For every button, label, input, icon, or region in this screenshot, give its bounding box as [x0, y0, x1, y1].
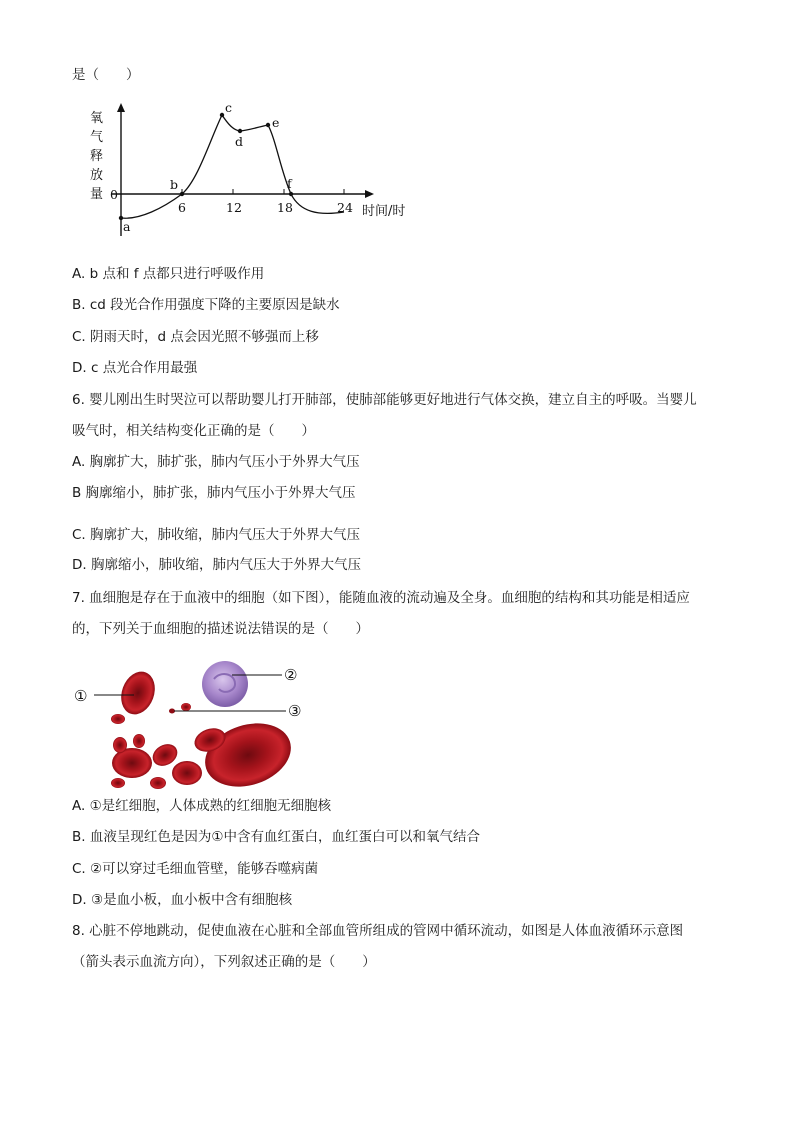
point-c: [220, 113, 224, 117]
zero-label: 0: [110, 187, 118, 202]
point-label-d: d: [235, 134, 244, 149]
figure-label-1: ①: [74, 687, 88, 705]
red-blood-cell: [181, 703, 191, 711]
point-label-f: f: [287, 176, 292, 191]
white-blood-cell: [202, 661, 248, 707]
x-tick-label: 18: [277, 200, 293, 215]
y-label-char: 量: [90, 187, 104, 202]
oxygen-release-chart: [78, 100, 418, 240]
x-axis-arrow: [365, 190, 374, 198]
red-blood-cell: [115, 667, 160, 719]
point-f: [289, 192, 293, 196]
y-axis-arrow: [117, 103, 125, 112]
q6-stem-line2: 吸气时，相关结构变化正确的是（ ）: [72, 423, 315, 439]
red-blood-cell: [133, 734, 145, 748]
red-blood-cell: [150, 777, 166, 789]
x-tick-label: 24: [337, 200, 353, 215]
y-label-char: 气: [90, 130, 104, 145]
q6-option-a: A. 胸廓扩大，肺扩张，肺内气压小于外界大气压: [72, 454, 360, 470]
q8-stem-line2: （箭头表示血流方向），下列叙述正确的是（ ）: [72, 954, 376, 970]
point-label-e: e: [272, 115, 280, 130]
q7-stem-line1: 7. 血细胞是存在于血液中的细胞（如下图），能随血液的流动遍及全身。血细胞的结构和其功能是相适应: [72, 590, 690, 606]
point-b: [180, 192, 184, 196]
x-unit-label: 时间/时: [362, 204, 406, 219]
q5-option-a: A. b 点和 f 点都只进行呼吸作用: [72, 266, 265, 282]
q5-stem-tail: 是（ ）: [72, 67, 140, 83]
red-blood-cell: [113, 737, 127, 753]
x-tick-label: 6: [178, 200, 186, 215]
y-label-char: 释: [90, 149, 104, 164]
q8-stem-line1: 8. 心脏不停地跳动，促使血液在心脏和全部血管所组成的管网中循环流动，如图是人体血液循环示意图: [72, 923, 684, 939]
point-label-c: c: [225, 100, 233, 115]
q6-option-d: D. 胸廓缩小，肺收缩，肺内气压大于外界大气压: [72, 557, 361, 573]
figure-label-3: ③: [288, 702, 302, 720]
red-blood-cell: [111, 714, 125, 724]
q6-stem-line1: 6. 婴儿刚出生时哭泣可以帮助婴儿打开肺部，使肺部能够更好地进行气体交换，建立自主的呼吸。当婴儿: [72, 392, 697, 408]
q7-option-d: D. ③是血小板，血小板中含有细胞核: [72, 892, 293, 908]
point-e: [266, 123, 270, 127]
q5-option-d: D. c 点光合作用最强: [72, 360, 198, 376]
q7-option-c: C. ②可以穿过毛细血管壁，能够吞噬病菌: [72, 861, 319, 877]
blood-cells-figure: [72, 655, 342, 790]
red-blood-cell: [111, 778, 125, 788]
figure-label-2: ②: [284, 666, 298, 684]
red-blood-cell: [172, 761, 202, 785]
y-label-char: 氧: [90, 111, 104, 126]
q7-option-a: A. ①是红细胞，人体成熟的红细胞无细胞核: [72, 798, 332, 814]
point-label-a: a: [123, 219, 131, 234]
q6-option-c: C. 胸廓扩大，肺收缩，肺内气压大于外界大气压: [72, 527, 361, 543]
point-label-b: b: [170, 177, 179, 192]
point-d: [238, 129, 242, 133]
q5-option-c: C. 阴雨天时，d 点会因光照不够强而上移: [72, 329, 319, 345]
q7-option-b: B. 血液呈现红色是因为①中含有血红蛋白，血红蛋白可以和氧气结合: [72, 829, 480, 845]
q6-option-b: B 胸廓缩小，肺扩张，肺内气压小于外界大气压: [72, 485, 356, 501]
y-label-char: 放: [90, 168, 104, 183]
x-tick-label: 12: [226, 200, 242, 215]
q7-stem-line2: 的，下列关于血细胞的描述说法错误的是（ ）: [72, 621, 369, 637]
red-blood-cell: [197, 713, 299, 790]
q5-option-b: B. cd 段光合作用强度下降的主要原因是缺水: [72, 297, 340, 313]
